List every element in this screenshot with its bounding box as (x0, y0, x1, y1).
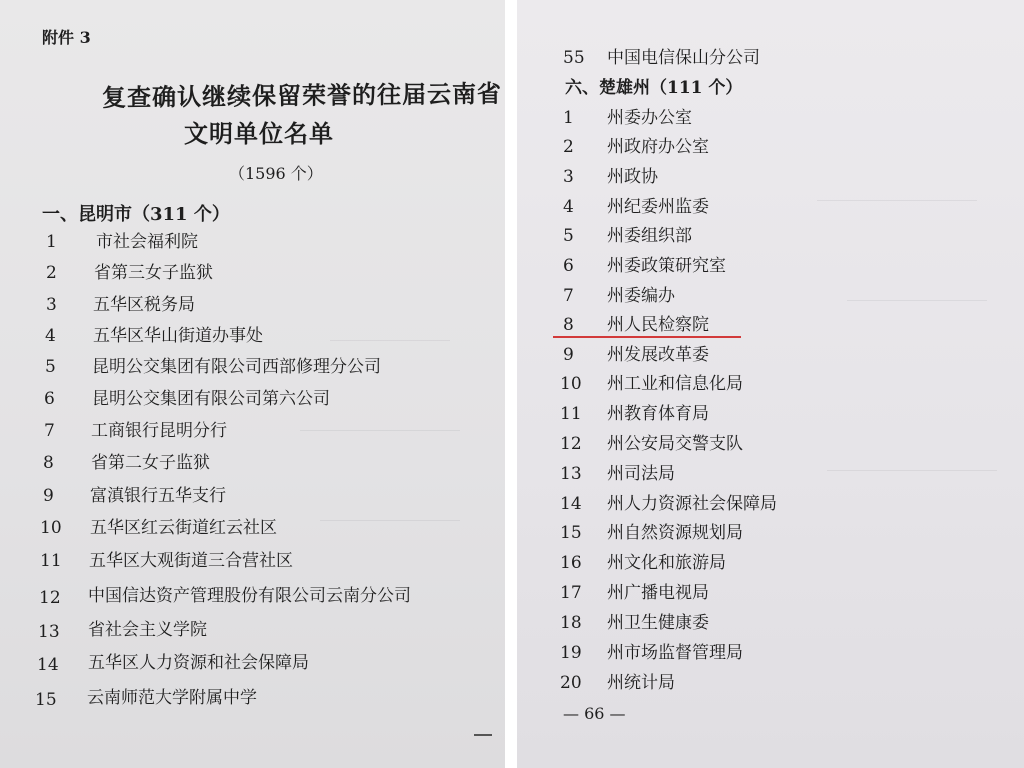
list-item-number: 17 (560, 583, 582, 603)
list-item-name: 州市场监督管理局 (607, 643, 743, 663)
list-item-name: 云南师范大学附属中学 (87, 688, 257, 708)
list-item-name-highlighted: 州人民检察院 (607, 315, 709, 335)
list-item-name: 五华区人力资源和社会保障局 (88, 653, 309, 673)
annex-label: 附件 3 (42, 28, 91, 47)
list-item-number: 5 (563, 226, 574, 246)
list-item-name: 工商银行昆明分行 (91, 421, 227, 441)
document-title-line2: 文明单位名单 (184, 119, 334, 148)
list-item-number: 6 (563, 256, 574, 276)
bleed-through-line (827, 470, 997, 471)
list-item-name: 州委办公室 (607, 108, 692, 128)
list-item-name: 州教育体育局 (607, 404, 709, 424)
list-item-name: 州政府办公室 (607, 137, 709, 157)
list-item-number: 12 (560, 434, 582, 454)
list-item-number: 4 (563, 197, 574, 217)
list-item-name: 富滇银行五华支行 (90, 486, 226, 506)
list-item-name: 州工业和信息化局 (607, 374, 743, 394)
list-item-number: 9 (43, 486, 54, 506)
list-item-name: 省社会主义学院 (88, 620, 207, 640)
document-title-line1: 复查确认继续保留荣誉的往届云南省 (101, 78, 503, 112)
list-item-name: 中国电信保山分公司 (607, 48, 760, 68)
list-item-name: 州人力资源社会保障局 (607, 494, 777, 514)
document-page-left (0, 0, 505, 768)
list-item-number: 11 (560, 404, 582, 424)
list-item-name: 中国信达资产管理股份有限公司云南分公司 (88, 586, 411, 606)
list-item-number: 10 (40, 518, 62, 538)
list-item-name: 州卫生健康委 (607, 613, 709, 633)
list-item-number: 19 (560, 643, 582, 663)
page-footer-mark (474, 734, 492, 736)
list-item-name: 市社会福利院 (96, 232, 198, 252)
left-page-photo (0, 0, 505, 768)
list-item-number: 55 (563, 48, 585, 68)
page-number: — 66 — (563, 704, 626, 723)
list-item-number: 3 (46, 295, 57, 315)
document-page-right (517, 0, 1024, 768)
list-item-number: 12 (39, 588, 61, 608)
bleed-through-line (817, 200, 977, 201)
list-item-number: 18 (560, 613, 582, 633)
section-heading-chuxiong: 六、楚雄州（111 个） (565, 78, 743, 98)
list-item-number: 9 (563, 345, 574, 365)
list-item-number: 5 (45, 357, 56, 377)
list-item-number: 6 (44, 389, 55, 409)
list-item-number: 15 (560, 523, 582, 543)
list-item-number-highlighted: 8 (563, 315, 574, 335)
list-item-name: 州委组织部 (607, 226, 692, 246)
list-item-name: 州公安局交警支队 (607, 434, 743, 454)
bleed-through-line (330, 340, 450, 341)
list-item-number: 20 (560, 673, 582, 693)
bleed-through-line (320, 520, 460, 521)
right-page-photo (517, 0, 1024, 768)
list-item-number: 13 (560, 464, 582, 484)
list-item-name: 昆明公交集团有限公司第六公司 (92, 389, 330, 409)
list-item-number: 2 (46, 263, 57, 283)
list-item-number: 13 (38, 622, 60, 642)
list-item-name: 州委编办 (607, 286, 675, 306)
bleed-through-line (300, 430, 460, 431)
list-item-name: 州政协 (607, 167, 658, 187)
list-item-name: 州司法局 (607, 464, 675, 484)
list-item-name: 州发展改革委 (607, 345, 709, 365)
list-item-name: 州广播电视局 (607, 583, 709, 603)
list-item-number: 14 (37, 655, 59, 675)
list-item-name: 州委政策研究室 (607, 256, 726, 276)
red-underline-highlight (553, 336, 741, 338)
list-item-number: 7 (563, 286, 574, 306)
list-item-number: 3 (563, 167, 574, 187)
list-item-number: 2 (563, 137, 574, 157)
list-item-number: 10 (560, 374, 582, 394)
list-item-number: 11 (40, 551, 62, 571)
list-item-name: 五华区华山街道办事处 (93, 326, 263, 346)
list-item-name: 五华区大观街道三合营社区 (89, 551, 293, 571)
list-item-number: 8 (43, 453, 54, 473)
list-item-name: 省第三女子监狱 (94, 263, 213, 283)
list-item-name: 州统计局 (607, 673, 675, 693)
list-item-number: 4 (45, 326, 56, 346)
photo-divider (505, 0, 517, 768)
list-item-number: 1 (46, 232, 57, 252)
list-item-name: 五华区红云街道红云社区 (90, 518, 277, 538)
total-count: （1596 个） (229, 164, 323, 183)
list-item-number: 15 (35, 690, 57, 710)
list-item-number: 14 (560, 494, 582, 514)
list-item-number: 1 (563, 108, 574, 128)
bleed-through-line (847, 300, 987, 301)
list-item-number: 16 (560, 553, 582, 573)
list-item-name: 五华区税务局 (93, 295, 195, 315)
list-item-name: 省第二女子监狱 (91, 453, 210, 473)
section-heading-kunming: 一、昆明市（311 个） (42, 204, 230, 225)
list-item-name: 昆明公交集团有限公司西部修理分公司 (92, 357, 381, 377)
list-item-name: 州纪委州监委 (607, 197, 709, 217)
list-item-name: 州文化和旅游局 (607, 553, 726, 573)
list-item-number: 7 (44, 421, 55, 441)
list-item-name: 州自然资源规划局 (607, 523, 743, 543)
